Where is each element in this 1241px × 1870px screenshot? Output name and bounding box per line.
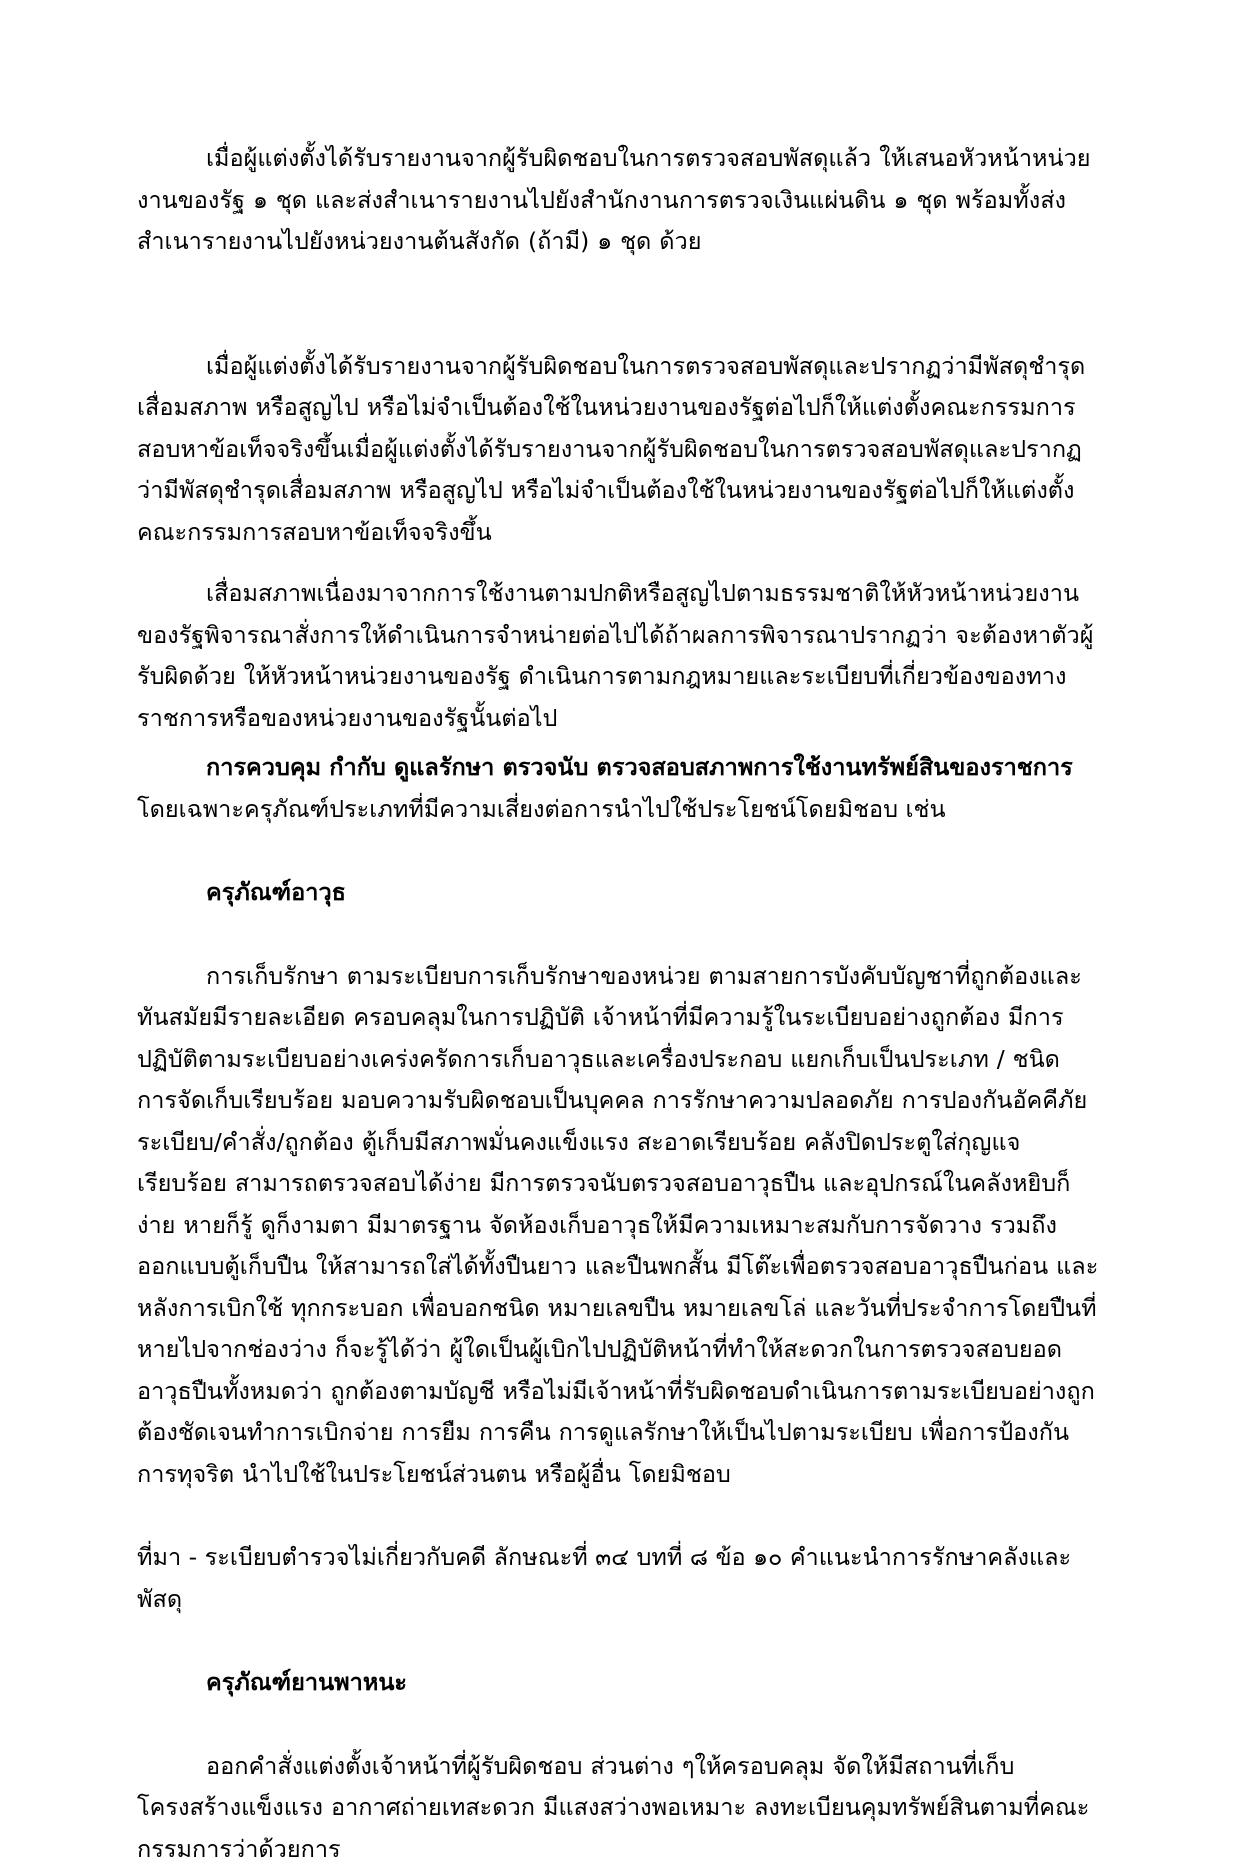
paragraph-spacer: [137, 1495, 1105, 1537]
paragraph-spacer: [137, 263, 1105, 346]
paragraph-report-submission: เมื่อผู้แต่งตั้งได้รับรายงานจากผู้รับผิดชอบในการตรวจสอบพัสดุแล้ว ให้เสนอหัวหน้าหน่วยงานของรัฐ ๑ ชุด และส่งสำเนารายงานไปยังสำนักงานการตรวจเงินแผ่นดิน ๑ ชุด พร้อมทั้งส่งสำเนารายงานไปยังหน่วยงานต้นสังกัด (ถ้ามี) ๑ ชุด ด้วย: [137, 138, 1105, 263]
document-body: [137, 138, 1105, 1870]
paragraph-deterioration: เสื่อมสภาพเนื่องมาจากการใช้งานตามปกติหรือสูญไปตามธรรมชาติให้หัวหน้าหน่วยงานของรัฐพิจารณาสั่งการให้ดำเนินการจำหน่ายต่อไปได้ถ้าผลการพิจารณาปรากฏว่า จะต้องหาตัวผู้รับผิดด้วย ให้หัวหน้าหน่วยงานของรัฐ ดำเนินการตามกฎหมายและระเบียบที่เกี่ยวข้องของทางราชการหรือของหน่วยงานของรัฐนั้นต่อไป: [137, 573, 1105, 739]
subheading-vehicle-equipment: ครุภัณฑ์ยานพาหนะ: [137, 1662, 1105, 1704]
heading-asset-control: การควบคุม กำกับ ดูแลรักษา ตรวจนับ ตรวจสอบสภาพการใช้งานทรัพย์สินของราชการ: [137, 747, 1105, 789]
paragraph-spacer: [137, 1704, 1105, 1746]
heading-asset-control-subtext: โดยเฉพาะครุภัณฑ์ประเภทที่มีความเสี่ยงต่อการนำไปใช้ประโยชน์โดยมิชอบ เช่น: [137, 789, 1105, 831]
paragraph-weapon-storage-procedures: การเก็บรักษา ตามระเบียบการเก็บรักษาของหน่วย ตามสายการบังคับบัญชาที่ถูกต้องและทันสมัยมีรายละเอียด ครอบคลุมในการปฏิบัติ เจ้าหน้าที่มีความรู้ในระเบียบอย่างถูกต้อง มีการปฏิบัติตามระเบียบอย่างเคร่งครัดการเก็บอาวุธและเครื่องประกอบ แยกเก็บเป็นประเภท / ชนิด การจัดเก็บเรียบร้อย มอบความรับผิดชอบเป็นบุคคล การรักษาความปลอดภัย การปองกันอัคคีภัย ระเบียบ/คำสั่ง/ถูกต้อง ตู้เก็บมีสภาพมั่นคงแข็งแรง สะอาดเรียบร้อย คลังปิดประตูใส่กุญแจเรียบร้อย สามารถตรวจสอบได้ง่าย มีการตรวจนับตรวจสอบอาวุธปืน และอุปกรณ์ในคลังหยิบก็ง่าย หายก็รู้ ดูก็งามตา มีมาตรฐาน จัดห้องเก็บอาวุธให้มีความเหมาะสมกับการจัดวาง รวมถึงออกแบบตู้เก็บปืน ให้สามารถใส่ได้ทั้งปืนยาว และปืนพกสั้น มีโต๊ะเพื่อตรวจสอบอาวุธปืนก่อน และหลังการเบิกใช้ ทุกกระบอก เพื่อบอกชนิด หมายเลขปืน หมายเลขโล่ และวันที่ประจำการโดยปืนที่หายไปจากช่องว่าง ก็จะรู้ได้ว่า ผู้ใดเป็นผู้เบิกไปปฏิบัติหน้าที่ทำให้สะดวกในการตรวจสอบยอดอาวุธปืนทั้งหมดว่า ถูกต้องตามบัญชี หรือไม่มีเจ้าหน้าที่รับผิดชอบดำเนินการตามระเบียบอย่างถูกต้องชัดเจนทำการเบิกจ่าย การยืม การคืน การดูแลรักษาให้เป็นไปตามระเบียบ เพื่อการป้องกันการทุจริต นำไปใช้ในประโยชน์ส่วนตน หรือผู้อื่น โดยมิชอบ: [137, 956, 1105, 1496]
paragraph-spacer: [137, 1620, 1105, 1662]
paragraph-vehicle-responsibility: ออกคำสั่งแต่งตั้งเจ้าหน้าที่ผู้รับผิดชอบ ส่วนต่าง ๆให้ครอบคลุม จัดให้มีสถานที่เก็บ โครงสร้างแข็งแรง อากาศถ่ายเทสะดวก มีแสงสว่างพอเหมาะ ลงทะเบียนคุมทรัพย์สินตามที่คณะกรรมการว่าด้วยการ: [137, 1746, 1105, 1870]
paragraph-spacer: [137, 914, 1105, 956]
paragraph-spacer: [137, 553, 1105, 573]
paragraph-spacer: [137, 830, 1105, 872]
source-citation: ที่มา - ระเบียบตำรวจไม่เกี่ยวกับคดี ลักษณะที่ ๓๔ บทที่ ๘ ข้อ ๑๐ คำแนะนำการรักษาคลังและพัสดุ: [137, 1537, 1105, 1620]
paragraph-spacer: [137, 739, 1105, 747]
subheading-weapon-equipment: ครุภัณฑ์อาวุธ: [137, 872, 1105, 914]
paragraph-damaged-assets: เมื่อผู้แต่งตั้งได้รับรายงานจากผู้รับผิดชอบในการตรวจสอบพัสดุและปรากฏว่ามีพัสดุชำรุดเสื่อมสภาพ หรือสูญไป หรือไม่จำเป็นต้องใช้ในหน่วยงานของรัฐต่อไปก็ให้แต่งตั้งคณะกรรมการสอบหาข้อเท็จจริงขึ้นเมื่อผู้แต่งตั้งได้รับรายงานจากผู้รับผิดชอบในการตรวจสอบพัสดุและปรากฏว่ามีพัสดุชำรุดเสื่อมสภาพ หรือสูญไป หรือไม่จำเป็นต้องใช้ในหน่วยงานของรัฐต่อไปก็ให้แต่งตั้งคณะกรรมการสอบหาข้อเท็จจริงขึ้น: [137, 346, 1105, 554]
